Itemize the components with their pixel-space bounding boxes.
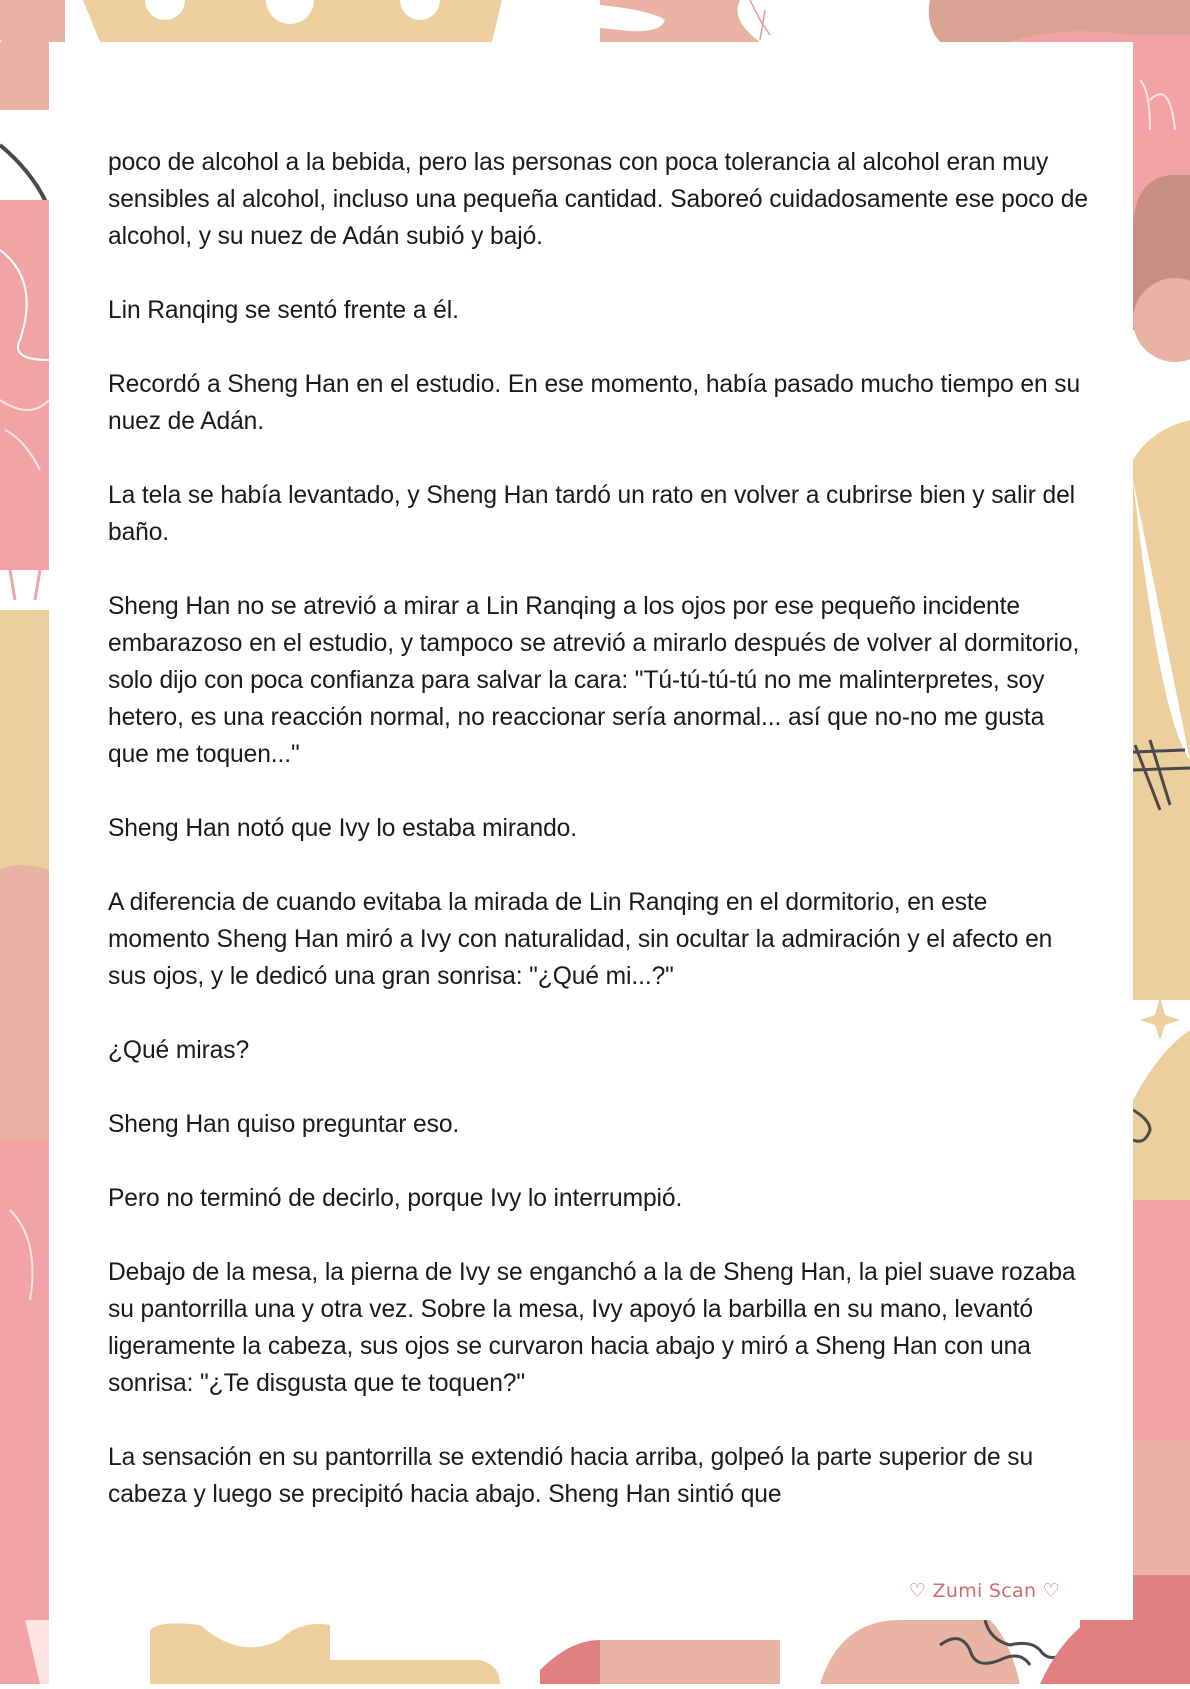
paragraph: Sheng Han no se atrevió a mirar a Lin Ranqing a los ojos por ese pequeño incidente embarazoso en el estudio, y tampoco se atrevió a mirarlo después de volver al dormitorio, solo dijo con poca confianza para salvar la cara: "Tú-tú-tú-tú no me malinterpretes, soy hetero, es una reacción normal, no reaccionar sería anormal... así que no-no me gusta que me toquen..." bbox=[108, 593, 1080, 768]
paragraph: La sensación en su pantorrilla se extendió hacia arriba, golpeó la parte superior de su cabeza y luego se precipitó hacia abajo. Sheng Han sintió que bbox=[108, 1444, 1034, 1508]
paragraph: Sheng Han quiso preguntar eso. bbox=[108, 1111, 460, 1138]
paragraph: ¿Qué miras? bbox=[108, 1037, 250, 1064]
paragraph: Pero no terminó de decirlo, porque Ivy lo interrumpió. bbox=[108, 1185, 683, 1212]
watermark: ♡ Zumi Scan ♡ bbox=[908, 1580, 1060, 1602]
chapter-text bbox=[108, 144, 1088, 1550]
paragraph: La tela se había levantado, y Sheng Han tardó un rato en volver a cubrirse bien y salir del baño. bbox=[108, 482, 1076, 546]
paragraph: Debajo de la mesa, la pierna de Ivy se enganchó a la de Sheng Han, la piel suave rozaba su pantorrilla una y otra vez. Sobre la mesa, Ivy apoyó la barbilla en su mano, levantó ligeramente la cabeza, sus ojos se curvaron hacia abajo y miró a Sheng Han con una sonrisa: "¿Te disgusta que te toquen?" bbox=[108, 1259, 1076, 1397]
paragraph: poco de alcohol a la bebida, pero las personas con poca tolerancia al alcohol eran muy sensibles al alcohol, incluso una pequeña cantidad. Saboreó cuidadosamente ese poco de alcohol, y su nuez de Adán subió y bajó. bbox=[108, 149, 1088, 250]
paragraph: Sheng Han notó que Ivy lo estaba mirando. bbox=[108, 815, 577, 842]
page-sheet bbox=[49, 42, 1133, 1620]
paragraph: Lin Ranqing se sentó frente a él. bbox=[108, 297, 459, 324]
paragraph: A diferencia de cuando evitaba la mirada de Lin Ranqing en el dormitorio, en este momento Sheng Han miró a Ivy con naturalidad, sin ocultar la admiración y el afecto en sus ojos, y le dedicó una gran sonrisa: "¿Qué mi...?" bbox=[108, 889, 1053, 990]
paragraph: Recordó a Sheng Han en el estudio. En ese momento, había pasado mucho tiempo en su nuez de Adán. bbox=[108, 371, 1081, 435]
